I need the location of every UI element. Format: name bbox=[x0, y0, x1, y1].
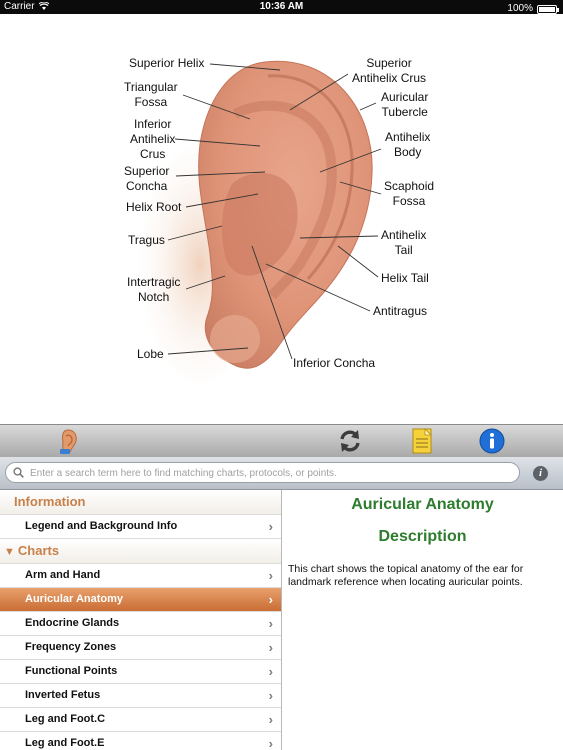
label-antihelix-body: Antihelix Body bbox=[385, 130, 431, 159]
list-item-inverted-fetus[interactable] bbox=[0, 684, 281, 708]
list-item-arm-and-hand[interactable] bbox=[0, 564, 281, 588]
list-item-leg-and-foot-e[interactable] bbox=[0, 732, 281, 750]
search-input[interactable] bbox=[28, 464, 512, 483]
label-superior-concha: Superior Concha bbox=[124, 164, 170, 193]
label-scaphoid-fossa: Scaphoid Fossa bbox=[384, 179, 435, 208]
status-bar bbox=[0, 0, 563, 14]
label-intertragic-notch: Intertragic Notch bbox=[127, 275, 181, 304]
ear-chart bbox=[0, 14, 563, 424]
battery-fill bbox=[539, 7, 555, 12]
list-item-label: Legend and Background Info bbox=[25, 520, 178, 532]
chevron-right-icon: › bbox=[268, 568, 273, 583]
label-helix-tail: Helix Tail bbox=[381, 271, 429, 285]
detail-pane bbox=[282, 490, 563, 750]
info-button[interactable] bbox=[478, 427, 506, 455]
label-inferior-concha: Inferior Concha bbox=[293, 356, 376, 370]
search-icon bbox=[13, 467, 24, 478]
toolbar bbox=[0, 424, 563, 458]
chevron-right-icon: › bbox=[268, 664, 273, 679]
search-field[interactable] bbox=[5, 462, 520, 483]
chevron-right-icon: › bbox=[268, 736, 273, 750]
label-inferior-antihelix-crus: Inferior Antihelix Crus bbox=[130, 117, 176, 161]
list-item-label: Auricular Anatomy bbox=[25, 593, 124, 605]
refresh-button[interactable] bbox=[336, 427, 364, 455]
search-bar bbox=[0, 457, 563, 490]
section-title: Information bbox=[14, 494, 86, 509]
list-item-label: Leg and Foot.E bbox=[25, 737, 105, 749]
ear-icon bbox=[54, 427, 82, 455]
list-item-label: Arm and Hand bbox=[25, 569, 101, 581]
label-helix-root: Helix Root bbox=[126, 200, 182, 214]
battery-icon bbox=[537, 5, 557, 14]
notes-button[interactable] bbox=[408, 427, 436, 455]
list-item-label: Leg and Foot.C bbox=[25, 713, 106, 725]
list-item-frequency-zones[interactable] bbox=[0, 636, 281, 660]
list-item-legend[interactable] bbox=[0, 515, 281, 539]
label-tragus: Tragus bbox=[128, 233, 165, 247]
chart-list bbox=[0, 490, 282, 750]
ear-button[interactable] bbox=[54, 427, 82, 455]
section-title: Charts bbox=[17, 543, 60, 558]
list-item-label: Functional Points bbox=[25, 665, 118, 677]
chevron-right-icon: › bbox=[268, 712, 273, 727]
list-item-label: Frequency Zones bbox=[25, 641, 117, 653]
notes-icon bbox=[408, 427, 436, 455]
label-auricular-tubercle: Auricular Tubercle bbox=[381, 90, 429, 119]
chevron-right-icon: › bbox=[268, 640, 273, 655]
list-item-auricular-anatomy[interactable] bbox=[0, 588, 281, 612]
chevron-right-icon: › bbox=[268, 519, 273, 534]
chevron-right-icon: › bbox=[268, 592, 273, 607]
clock: 10:36 AM bbox=[259, 1, 304, 12]
detail-description: This chart shows the topical anatomy of the ear for landmark reference when locating auricular points. bbox=[288, 563, 524, 588]
label-antihelix-tail: Antihelix Tail bbox=[381, 228, 427, 257]
label-triangular-fossa: Triangular Fossa bbox=[124, 80, 178, 109]
section-header-information[interactable] bbox=[0, 490, 281, 515]
section-header-charts[interactable] bbox=[0, 539, 281, 564]
triangle-down-icon: ▼ bbox=[4, 546, 15, 558]
ear-illustration bbox=[0, 14, 563, 424]
detail-title: Auricular Anatomy bbox=[351, 496, 494, 513]
label-lobe: Lobe bbox=[137, 347, 164, 361]
label-superior-antihelix-crus: Superior Antihelix Crus bbox=[352, 56, 427, 85]
carrier-label: Carrier bbox=[4, 0, 49, 14]
battery-percent: 100% bbox=[507, 3, 533, 14]
refresh-icon bbox=[336, 427, 364, 455]
chevron-right-icon: › bbox=[268, 688, 273, 703]
detail-subtitle: Description bbox=[378, 528, 467, 545]
list-item-endocrine-glands[interactable] bbox=[0, 612, 281, 636]
list-item-label: Inverted Fetus bbox=[25, 689, 101, 701]
chevron-right-icon: › bbox=[268, 616, 273, 631]
info-icon bbox=[478, 427, 506, 455]
list-item-functional-points[interactable] bbox=[0, 660, 281, 684]
search-info-icon[interactable]: i bbox=[533, 466, 548, 481]
label-antitragus: Antitragus bbox=[373, 304, 428, 318]
list-item-leg-and-foot-c[interactable] bbox=[0, 708, 281, 732]
list-item-label: Endocrine Glands bbox=[25, 617, 120, 629]
label-superior-helix: Superior Helix bbox=[129, 56, 205, 70]
